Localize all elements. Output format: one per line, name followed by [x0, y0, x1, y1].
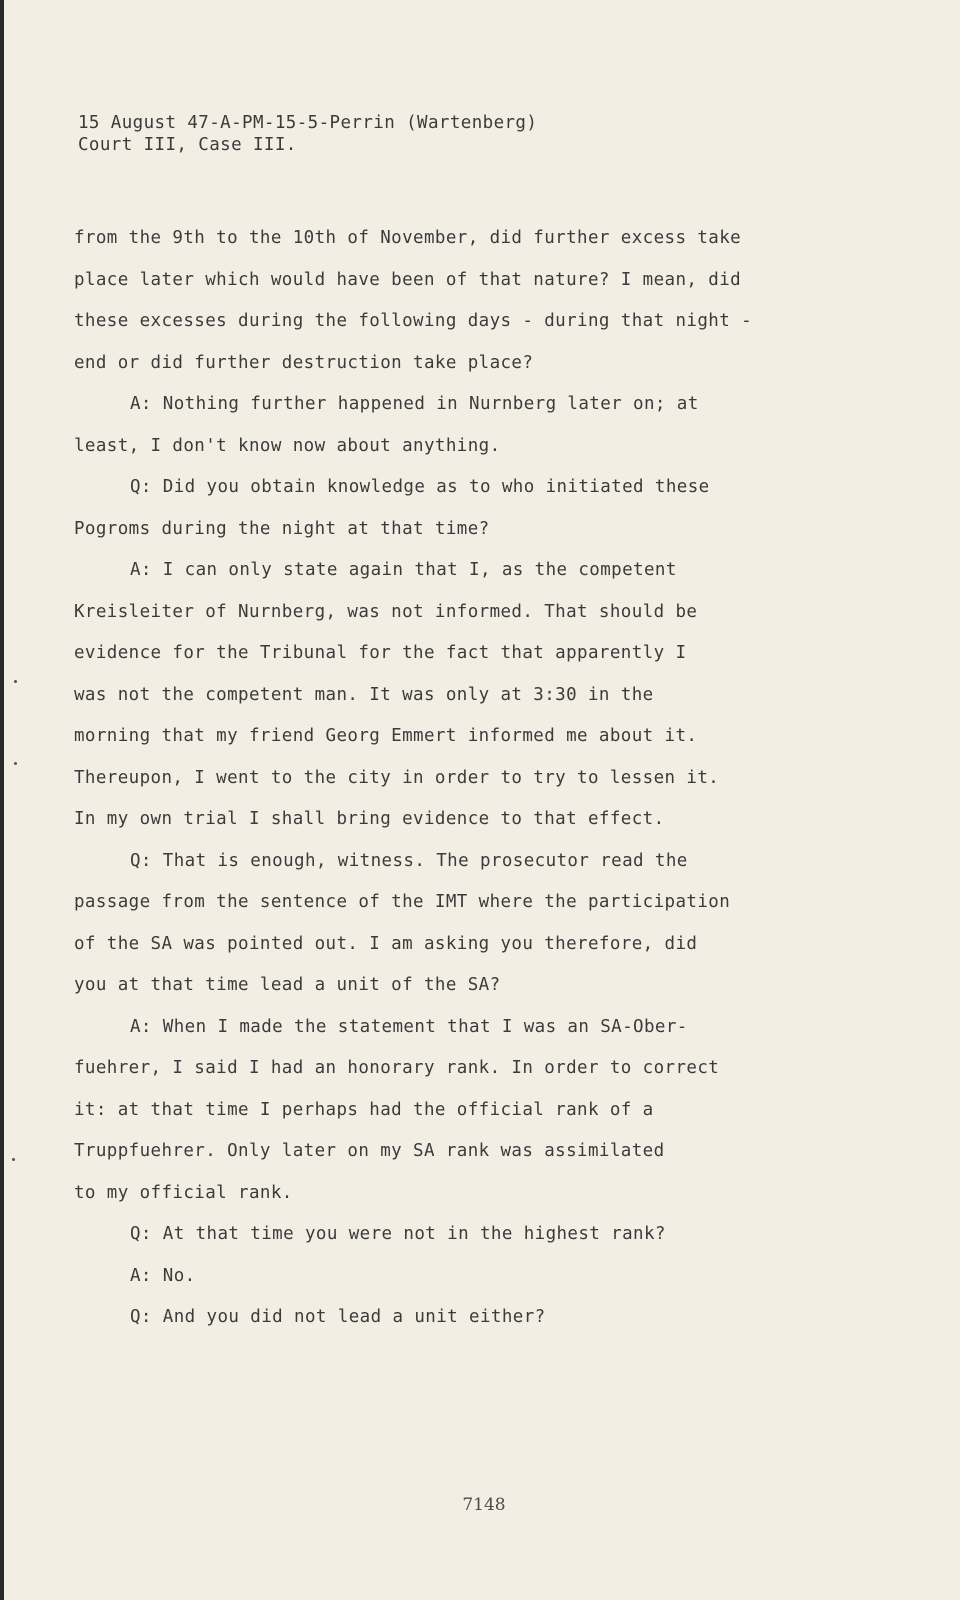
transcript-line: place later which would have been of that nature? I mean, did [74, 269, 742, 290]
transcript-line: end or did further destruction take place? [74, 352, 534, 373]
transcript-line: you at that time lead a unit of the SA? [74, 975, 501, 995]
paper-speck [14, 762, 17, 765]
transcript-line: was not the competent man. It was only at 3:30 in the [74, 684, 654, 705]
transcript-line: Truppfuehrer. Only later on my SA rank was assimilated [74, 1141, 665, 1161]
question-line: Q: That is enough, witness. The prosecutor read the [130, 850, 688, 871]
header-court-line: Court III, Case III. [78, 135, 297, 155]
paper-speck [14, 680, 17, 683]
transcript-line: it: at that time I perhaps had the official rank of a [74, 1099, 654, 1120]
question-line: Q: Did you obtain knowledge as to who initiated these [130, 477, 710, 497]
transcript-line: Kreisleiter of Nurnberg, was not informed. That should be [74, 601, 698, 622]
transcript-body [74, 218, 844, 1339]
transcript-line: evidence for the Tribunal for the fact that apparently I [74, 643, 687, 663]
transcript-line: to my official rank. [74, 1182, 293, 1203]
question-line: Q: At that time you were not in the highest rank? [130, 1224, 666, 1244]
answer-line: A: No. [130, 1265, 196, 1286]
transcript-line: from the 9th to the 10th of November, did further excess take [74, 228, 742, 248]
transcript-line: Pogroms during the night at that time? [74, 518, 490, 539]
answer-line: A: Nothing further happened in Nurnberg later on; at [130, 394, 699, 414]
header-session-line: 15 August 47-A-PM-15-5-Perrin (Wartenberg) [78, 113, 538, 133]
page-number: 7148 [462, 1495, 506, 1515]
question-line: Q: And you did not lead a unit either? [130, 1307, 546, 1327]
transcript-line: morning that my friend Georg Emmert informed me about it. [74, 726, 698, 746]
transcript-line: In my own trial I shall bring evidence to that effect. [74, 809, 665, 829]
transcript-line: fuehrer, I said I had an honorary rank. In order to correct [74, 1058, 720, 1078]
transcript-line: of the SA was pointed out. I am asking you therefore, did [74, 933, 698, 954]
transcript-line: these excesses during the following days - during that night - [74, 311, 753, 331]
transcript-line: Thereupon, I went to the city in order to try to lessen it. [74, 767, 720, 788]
document-header [78, 112, 537, 156]
transcript-line: least, I don't know now about anything. [74, 435, 501, 456]
answer-line: A: I can only state again that I, as the competent [130, 560, 677, 580]
answer-line: A: When I made the statement that I was an SA-Ober- [130, 1016, 688, 1037]
paper-speck [12, 1158, 15, 1161]
transcript-line: passage from the sentence of the IMT where the participation [74, 892, 731, 912]
